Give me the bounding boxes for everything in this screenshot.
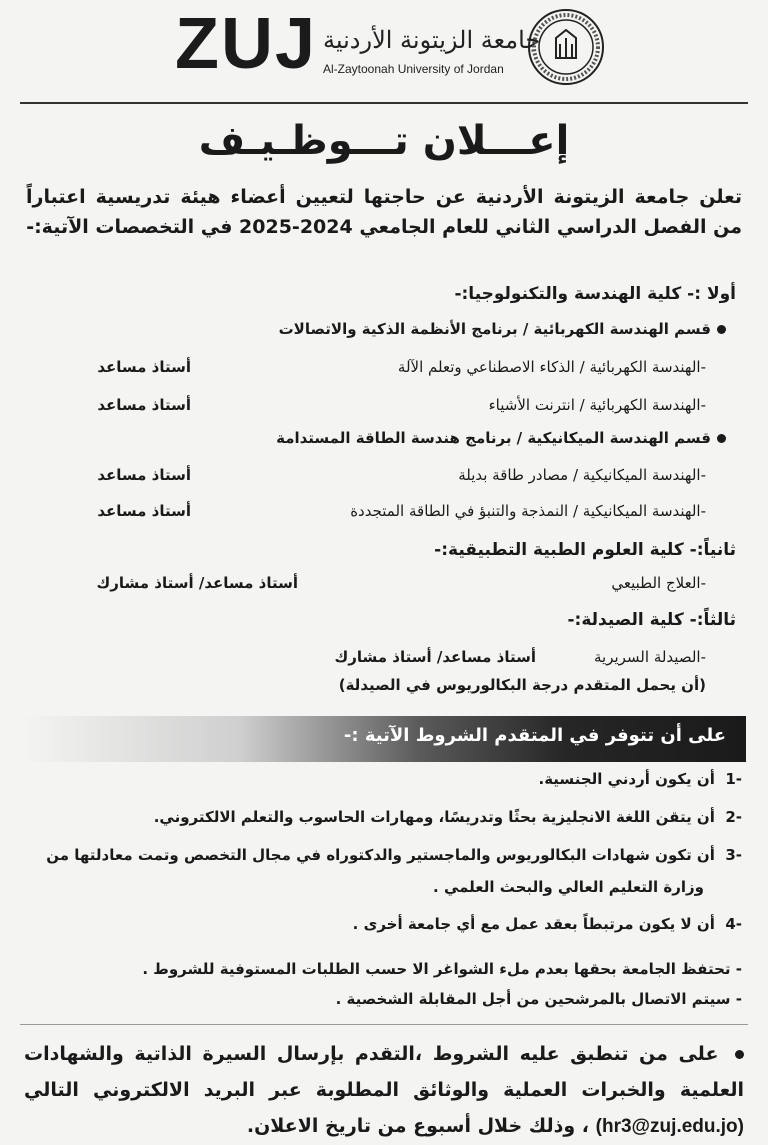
- note-line: - تحتفظ الجامعة بحقها بعدم ملء الشواغر الا حسب الطلبات المستوفية للشروط .: [142, 960, 742, 978]
- rank-label: أستاذ مساعد/ أستاذ مشارك: [334, 648, 536, 666]
- condition-item: [154, 808, 742, 826]
- condition-text: أن تكون شهادات البكالوريوس والماجستير والدكتوراه في مجال التخصص وتمت معادلتها من: [46, 846, 715, 864]
- university-name-english: Al-Zaytoonah University of Jordan: [323, 62, 504, 76]
- condition-number: -3: [725, 846, 742, 864]
- condition-text: أن لا يكون مرتبطاً بعقد عمل مع أي جامعة أخرى .: [352, 915, 715, 933]
- bullet-icon: [717, 325, 726, 334]
- note-line: - سيتم الاتصال بالمرشحين من أجل المقابلة الشخصية .: [335, 990, 742, 1008]
- intro-paragraph: تعلن جامعة الزيتونة الأردنية عن حاجتها لتعيين أعضاء هيئة تدريسية اعتباراً من الفصل الدراسي الثاني للعام الجامعي 2024-2025 في التخصصات الآتية:-: [26, 186, 742, 238]
- contact-email[interactable]: (hr3@zuj.edu.jo): [595, 1116, 744, 1137]
- department-mechanical-label: قسم الهندسة الميكانيكية / برنامج هندسة الطاقة المستدامة: [276, 429, 711, 447]
- application-deadline-text: ، وذلك خلال أسبوع من تاريخ الاعلان.: [246, 1115, 590, 1137]
- university-seal-icon: [527, 8, 605, 86]
- condition-number: -4: [725, 915, 742, 933]
- condition-number: -2: [725, 808, 742, 826]
- section-heading-engineering: أولا :- كلية الهندسة والتكنولوجيا:-: [454, 284, 736, 304]
- rank-label: أستاذ مساعد/ أستاذ مشارك: [96, 574, 298, 592]
- bullet-icon: [717, 434, 726, 443]
- department-mechanical: [276, 429, 726, 447]
- specialization-row: -الهندسة الكهربائية / انترنت الأشياء: [488, 396, 706, 414]
- specialization-row: -الهندسة الميكانيكية / النمذجة والتنبؤ في الطاقة المتجددة: [350, 502, 706, 520]
- section-divider: [20, 1024, 748, 1025]
- condition-continuation: وزارة التعليم العالي والبحث العلمي .: [433, 878, 704, 896]
- condition-text: أن يتقن اللغة الانجليزية بحثًا وتدريسًا، ومهارات الحاسوب والتعلم الالكتروني.: [153, 808, 715, 826]
- specialization-row: -الصيدلة السريرية: [593, 648, 706, 666]
- application-instructions: [24, 1036, 744, 1145]
- page-title: إعـــلان تـــوظـيـف: [198, 118, 570, 164]
- conditions-banner-text: على أن تتوفر في المتقدم الشروط الآتية :-: [343, 725, 726, 746]
- department-electrical: [279, 320, 726, 338]
- conditions-banner: [22, 716, 746, 762]
- condition-item: [539, 770, 742, 788]
- condition-number: -1: [725, 770, 742, 788]
- condition-text: أن يكون أردني الجنسية.: [538, 770, 715, 788]
- bullet-icon: [735, 1050, 744, 1059]
- university-name-arabic: جامعة الزيتونة الأردنية: [323, 26, 541, 54]
- specialization-row: -العلاج الطبيعي: [611, 574, 706, 592]
- section-heading-medical-sciences: ثانياً:- كلية العلوم الطبية التطبيقية:-: [434, 540, 736, 560]
- zuj-logo-text: ZUJ: [175, 4, 318, 84]
- header: [175, 4, 615, 88]
- rank-label: أستاذ مساعد: [97, 466, 191, 484]
- rank-label: أستاذ مساعد: [97, 502, 191, 520]
- department-electrical-label: قسم الهندسة الكهربائية / برنامج الأنظمة الذكية والاتصالات: [278, 320, 711, 338]
- condition-item: [46, 846, 742, 864]
- rank-label: أستاذ مساعد: [97, 358, 191, 376]
- section-heading-pharmacy: ثالثاً:- كلية الصيدلة:-: [567, 610, 736, 630]
- condition-item: [353, 915, 742, 933]
- pharmacy-note: (أن يحمل المتقدم درجة البكالوريوس في الصيدلة): [338, 676, 706, 694]
- rank-label: أستاذ مساعد: [97, 396, 191, 414]
- specialization-row: -الهندسة الميكانيكية / مصادر طاقة بديلة: [458, 466, 706, 484]
- application-instructions-text: على من تنطبق عليه الشروط ،التقدم بإرسال السيرة الذاتية والشهادات العلمية والخبرات العملية والوثائق المطلوبة عبر البريد الالكتروني التالي: [24, 1043, 744, 1101]
- specialization-row: -الهندسة الكهربائية / الذكاء الاصطناعي وتعلم الآلة: [397, 358, 706, 376]
- header-divider: [20, 102, 748, 104]
